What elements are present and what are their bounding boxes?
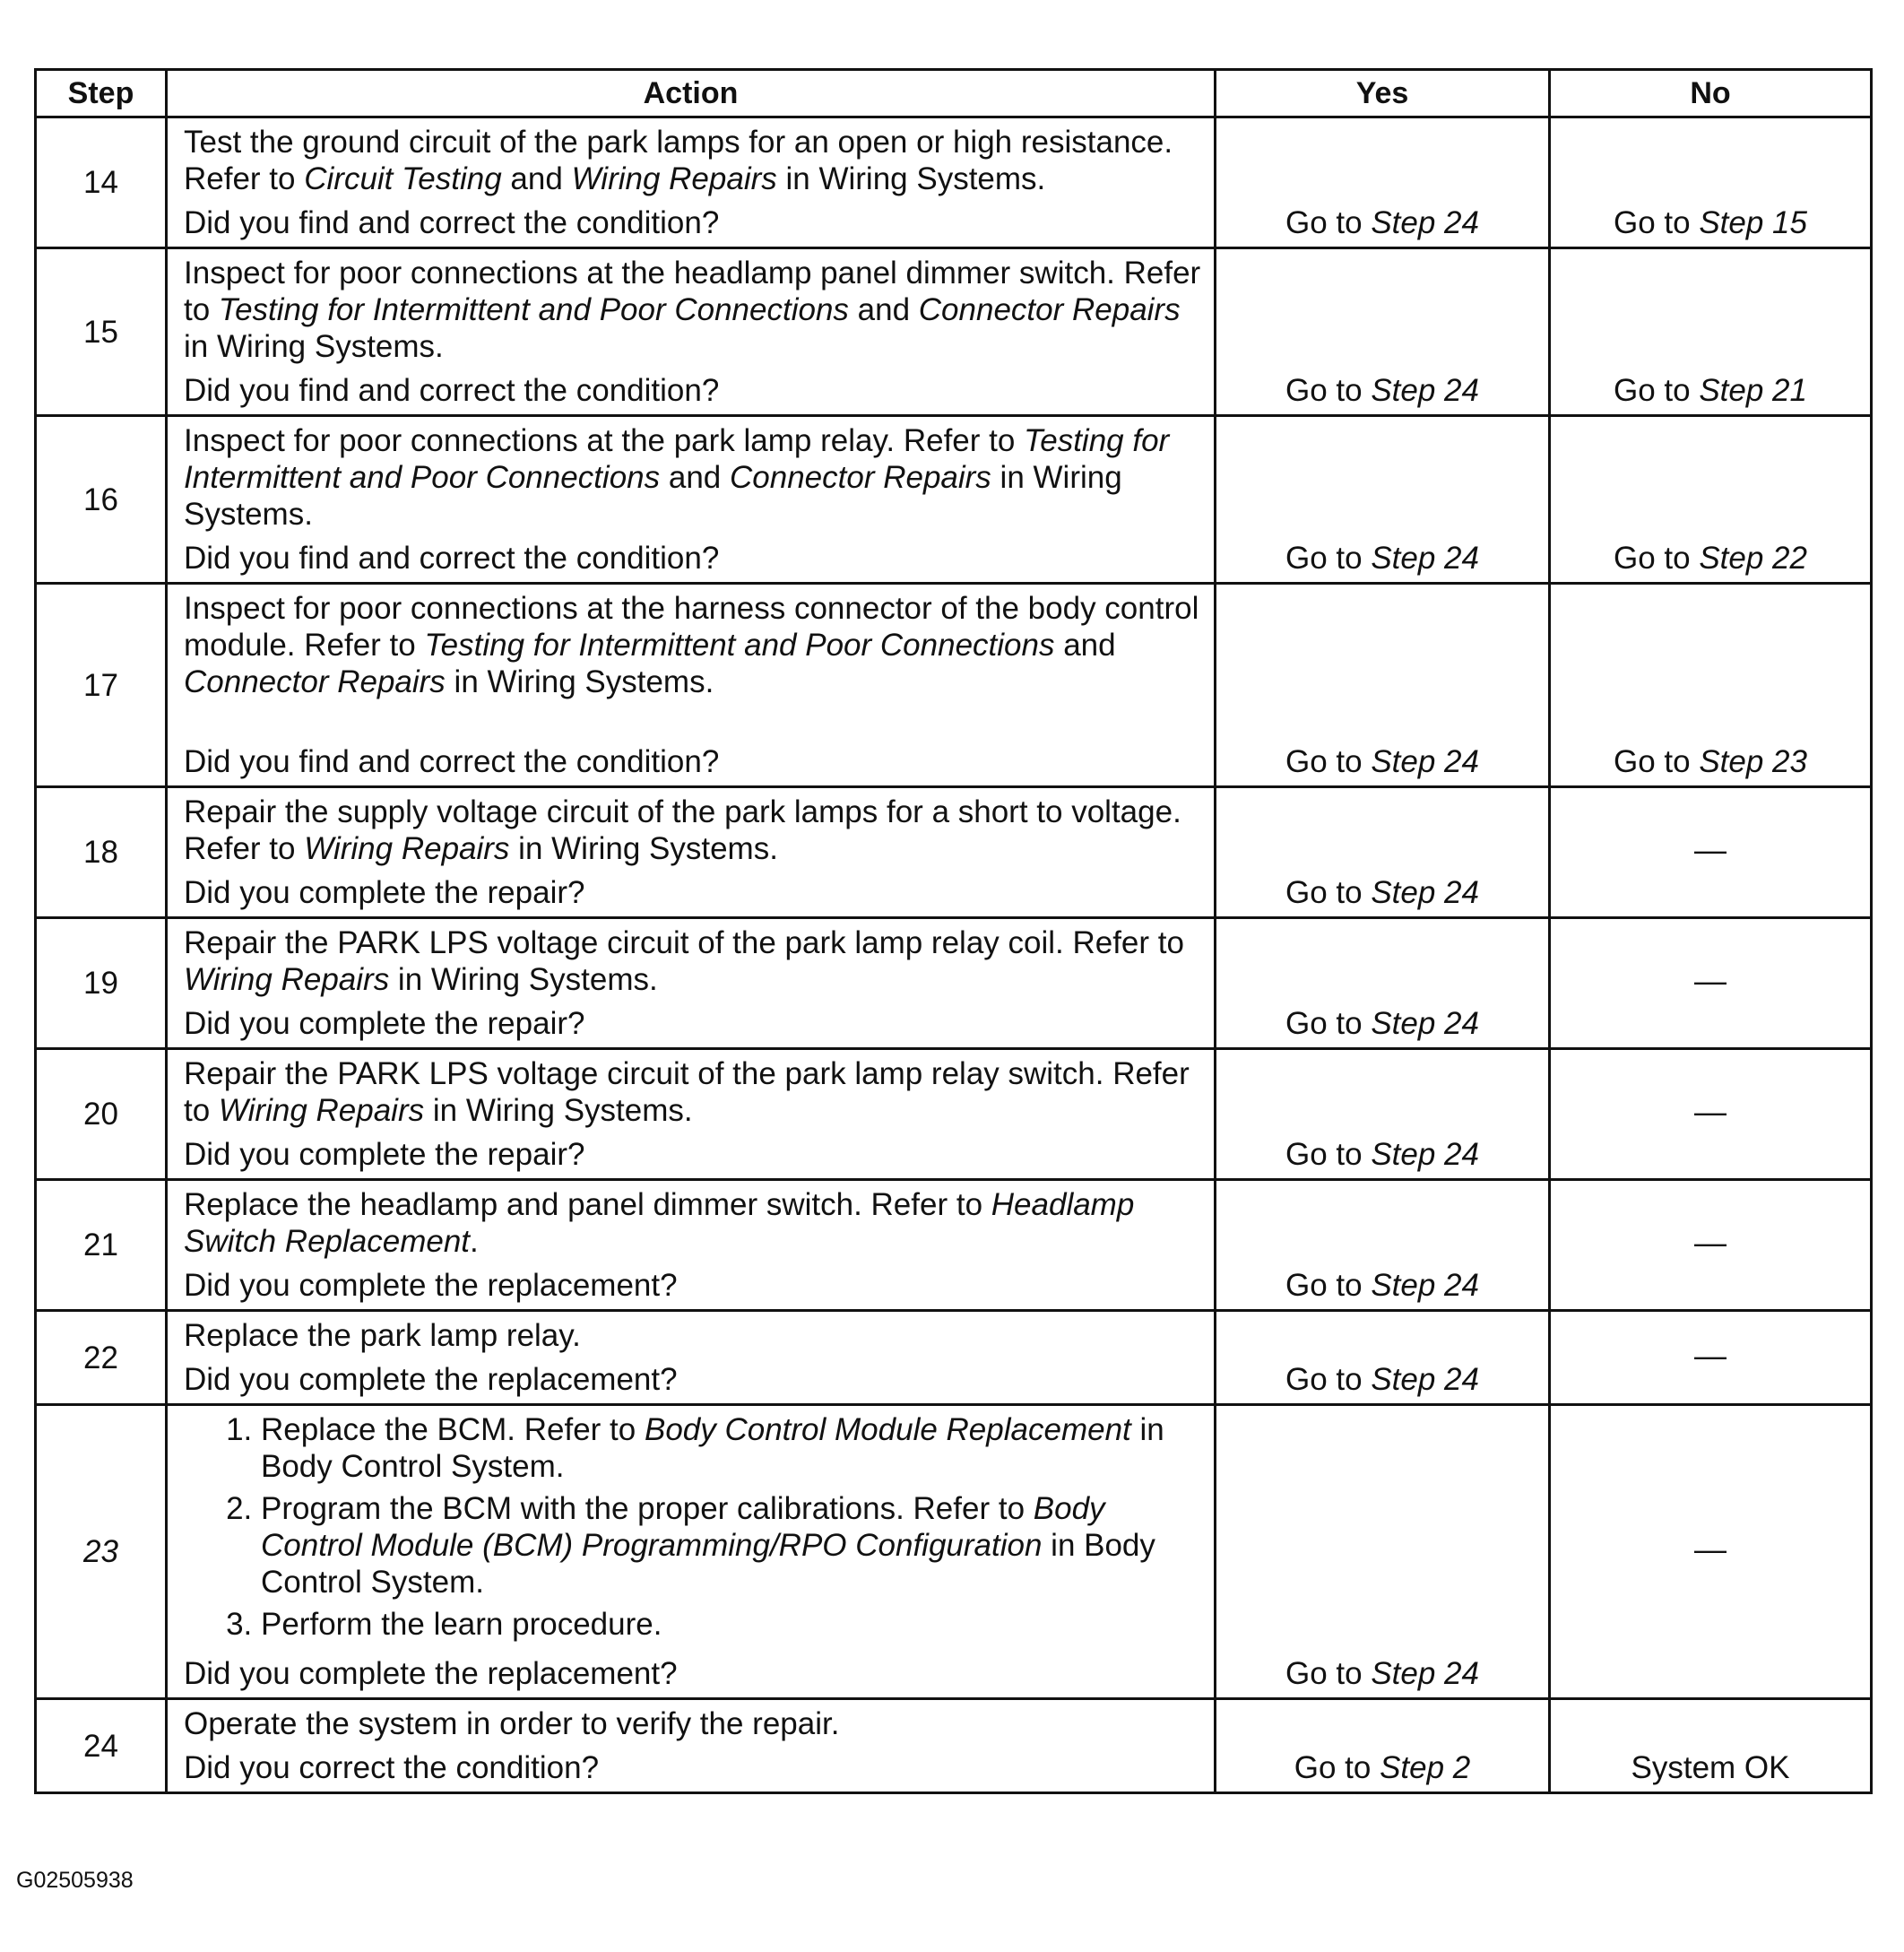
reference-text: Body Control Module Replacement [644, 1412, 1131, 1447]
no-cell [1550, 1699, 1872, 1793]
text-run: Go to [1285, 744, 1372, 779]
reference-text: Step 24 [1371, 1268, 1479, 1303]
table-row [36, 1049, 1872, 1180]
step-number: 17 [36, 584, 167, 787]
text-run: Go to [1285, 1006, 1372, 1041]
yes-cell [1216, 248, 1550, 416]
reference-text: Step 24 [1371, 1656, 1479, 1691]
no-dash [1694, 1337, 1727, 1374]
reference-text: Body Control Module (BCM) Programming/RPO Configuration [261, 1491, 1105, 1563]
text-run: — [1694, 1336, 1727, 1374]
header-no: No [1550, 70, 1872, 117]
header-row [36, 70, 1872, 117]
reference-text: Testing for Intermittent and Poor Connections [184, 423, 1170, 495]
yes-cell [1216, 1405, 1550, 1699]
step-number: 24 [36, 1699, 167, 1793]
question-text: Did you find and correct the condition? [184, 373, 720, 408]
table-row [36, 117, 1872, 248]
table-row [36, 416, 1872, 584]
text-run: Go to [1614, 373, 1700, 408]
text-run: Test the ground circuit of the park lamps for an open or high resistance. Refer to [184, 125, 1173, 196]
text-run: Go to [1285, 1268, 1372, 1303]
reference-text: Step 24 [1371, 1362, 1479, 1397]
reference-text: Headlamp Switch Replacement [184, 1187, 1135, 1259]
text-run: in Wiring Systems. [509, 831, 778, 866]
table-row [36, 1180, 1872, 1311]
no-dash [1694, 1531, 1727, 1567]
no-goto [1614, 372, 1807, 409]
text-run: Go to [1614, 205, 1700, 240]
reference-text: Circuit Testing [304, 161, 502, 196]
no-goto [1631, 1749, 1790, 1786]
no-goto [1614, 540, 1807, 577]
no-cell [1550, 248, 1872, 416]
step-number: 23 [36, 1405, 167, 1699]
header-action: Action [167, 70, 1216, 117]
table-row [36, 1699, 1872, 1793]
text-run: in Body Control System. [261, 1528, 1155, 1600]
yes-cell [1216, 787, 1550, 918]
instruction-text [184, 422, 1201, 533]
text-run: Inspect for poor connections at the harness connector of the body control module. Refer to [184, 591, 1199, 663]
yes-cell [1216, 416, 1550, 584]
text-run: — [1694, 831, 1727, 868]
action-cell [167, 918, 1216, 1049]
yes-goto [1285, 372, 1479, 409]
header-yes: Yes [1216, 70, 1550, 117]
substep-item [261, 1490, 1201, 1601]
reference-text: Wiring Repairs [218, 1093, 425, 1128]
instruction-text [184, 1705, 1201, 1742]
step-number: 16 [36, 416, 167, 584]
reference-text: Step 24 [1371, 541, 1479, 576]
text-run: Replace the headlamp and panel dimmer switch. Refer to [184, 1187, 991, 1222]
text-run: System OK [1631, 1750, 1790, 1785]
reference-text: Step 15 [1699, 205, 1807, 240]
reference-text: Connector Repairs [730, 460, 991, 495]
action-cell [167, 1699, 1216, 1793]
text-run: Go to [1294, 1750, 1380, 1785]
text-run: in Wiring Systems. [184, 329, 444, 364]
yes-goto [1285, 540, 1479, 577]
action-cell [167, 1405, 1216, 1699]
text-run: Repair the supply voltage circuit of the park lamps for a short to voltage. Refer to [184, 794, 1181, 866]
no-dash [1694, 831, 1727, 868]
text-run: and [848, 292, 919, 327]
text-run: in Wiring Systems. [389, 962, 658, 997]
table-row [36, 787, 1872, 918]
table-body [36, 117, 1872, 1793]
step-number: 14 [36, 117, 167, 248]
reference-text: Step 22 [1699, 541, 1807, 576]
text-run: Go to [1614, 541, 1700, 576]
no-cell [1550, 1049, 1872, 1180]
text-run: — [1694, 1093, 1727, 1130]
yes-cell [1216, 1311, 1550, 1405]
action-cell [167, 584, 1216, 787]
table-row [36, 1311, 1872, 1405]
diagnostic-table [34, 68, 1873, 1794]
action-cell [167, 117, 1216, 248]
text-run: Repair the PARK LPS voltage circuit of the park lamp relay switch. Refer to [184, 1056, 1190, 1128]
instruction-text [184, 1186, 1201, 1260]
action-cell [167, 787, 1216, 918]
text-run: — [1694, 962, 1727, 999]
action-cell [167, 1049, 1216, 1180]
reference-text: Step 24 [1371, 373, 1479, 408]
no-cell [1550, 918, 1872, 1049]
yes-goto [1285, 743, 1479, 780]
question-text: Did you complete the replacement? [184, 1362, 678, 1397]
yes-cell [1216, 1699, 1550, 1793]
no-cell [1550, 1311, 1872, 1405]
text-run: Operate the system in order to verify the repair. [184, 1706, 840, 1741]
instruction-text [184, 255, 1201, 365]
table-row [36, 584, 1872, 787]
no-cell [1550, 1405, 1872, 1699]
reference-text: Wiring Repairs [184, 962, 390, 997]
no-dash [1694, 1224, 1727, 1261]
yes-cell [1216, 584, 1550, 787]
no-dash [1694, 1093, 1727, 1130]
yes-goto [1285, 874, 1479, 911]
text-run: . [470, 1224, 479, 1259]
text-run: Inspect for poor connections at the park lamp relay. Refer to [184, 423, 1025, 458]
instruction-text [184, 124, 1201, 197]
action-cell [167, 1180, 1216, 1311]
no-cell [1550, 787, 1872, 918]
substep-item [261, 1411, 1201, 1485]
text-run: Inspect for poor connections at the headlamp panel dimmer switch. Refer to [184, 256, 1201, 327]
instruction-text [184, 1317, 1201, 1354]
text-run: Repair the PARK LPS voltage circuit of the park lamp relay coil. Refer to [184, 925, 1184, 960]
yes-cell [1216, 117, 1550, 248]
text-run: Go to [1285, 875, 1372, 910]
substep-item [261, 1606, 1201, 1643]
reference-text: Testing for Intermittent and Poor Connections [424, 628, 1055, 663]
yes-goto [1285, 204, 1479, 241]
text-run: Go to [1614, 744, 1700, 779]
figure-id: G02505938 [16, 1868, 134, 1893]
instruction-text [184, 1055, 1201, 1129]
reference-text: Connector Repairs [918, 292, 1181, 327]
step-number: 19 [36, 918, 167, 1049]
question-text: Did you complete the repair? [184, 1006, 585, 1041]
reference-text: Wiring Repairs [304, 831, 510, 866]
yes-goto [1285, 1655, 1479, 1692]
reference-text: Wiring Repairs [571, 161, 777, 196]
step-number: 21 [36, 1180, 167, 1311]
text-run: in Wiring Systems. [445, 664, 714, 699]
reference-text: Step 21 [1699, 373, 1807, 408]
reference-text: Step 24 [1371, 744, 1479, 779]
yes-goto [1294, 1749, 1471, 1786]
step-number: 18 [36, 787, 167, 918]
text-run: in Wiring Systems. [776, 161, 1046, 196]
text-run: Go to [1285, 541, 1372, 576]
text-run: Replace the park lamp relay. [184, 1318, 581, 1353]
question-text: Did you find and correct the condition? [184, 744, 720, 779]
reference-text: Step 2 [1380, 1750, 1471, 1785]
text-run: in Wiring Systems. [424, 1093, 693, 1128]
yes-cell [1216, 1049, 1550, 1180]
text-run: and [660, 460, 730, 495]
text-run: Go to [1285, 1362, 1372, 1397]
question-text: Did you complete the replacement? [184, 1268, 678, 1303]
step-number: 20 [36, 1049, 167, 1180]
step-number: 15 [36, 248, 167, 416]
step-number: 22 [36, 1311, 167, 1405]
reference-text: Step 23 [1699, 744, 1807, 779]
action-cell [167, 248, 1216, 416]
instruction-text [184, 590, 1201, 700]
text-run: and [501, 161, 572, 196]
header-step: Step [36, 70, 167, 117]
question-text: Did you find and correct the condition? [184, 541, 720, 576]
no-goto [1614, 204, 1807, 241]
question-text: Did you correct the condition? [184, 1750, 600, 1785]
reference-text: Connector Repairs [184, 664, 446, 699]
text-run: Go to [1285, 205, 1372, 240]
question-text: Did you complete the repair? [184, 1137, 585, 1172]
yes-goto [1285, 1267, 1479, 1304]
table-row [36, 1405, 1872, 1699]
text-run: Go to [1285, 373, 1372, 408]
no-cell [1550, 584, 1872, 787]
text-run: Program the BCM with the proper calibrations. Refer to [261, 1491, 1034, 1526]
yes-goto [1285, 1136, 1479, 1173]
reference-text: Step 24 [1371, 205, 1479, 240]
text-run: Go to [1285, 1656, 1372, 1691]
yes-goto [1285, 1361, 1479, 1398]
no-cell [1550, 416, 1872, 584]
text-run: in Wiring Systems. [184, 460, 1122, 532]
text-run: and [1054, 628, 1116, 663]
reference-text: Step 24 [1371, 1006, 1479, 1041]
question-text: Did you complete the replacement? [184, 1656, 678, 1691]
action-cell [167, 416, 1216, 584]
no-cell [1550, 117, 1872, 248]
no-cell [1550, 1180, 1872, 1311]
instruction-text [184, 924, 1201, 998]
table-row [36, 918, 1872, 1049]
question-text: Did you complete the repair? [184, 875, 585, 910]
substep-list [184, 1411, 1201, 1648]
reference-text: Step 24 [1371, 875, 1479, 910]
text-run: Perform the learn procedure. [261, 1607, 662, 1642]
text-run: — [1694, 1224, 1727, 1261]
no-dash [1694, 962, 1727, 999]
instruction-text [184, 794, 1201, 867]
text-run: — [1694, 1531, 1727, 1567]
text-run: Go to [1285, 1137, 1372, 1172]
yes-cell [1216, 918, 1550, 1049]
reference-text: Step 24 [1371, 1137, 1479, 1172]
action-cell [167, 1311, 1216, 1405]
yes-cell [1216, 1180, 1550, 1311]
yes-goto [1285, 1005, 1479, 1042]
text-run: Replace the BCM. Refer to [261, 1412, 645, 1447]
question-text: Did you find and correct the condition? [184, 205, 720, 240]
text-run: in Body Control System. [261, 1412, 1164, 1484]
no-goto [1614, 743, 1807, 780]
table-row [36, 248, 1872, 416]
reference-text: Testing for Intermittent and Poor Connections [218, 292, 849, 327]
